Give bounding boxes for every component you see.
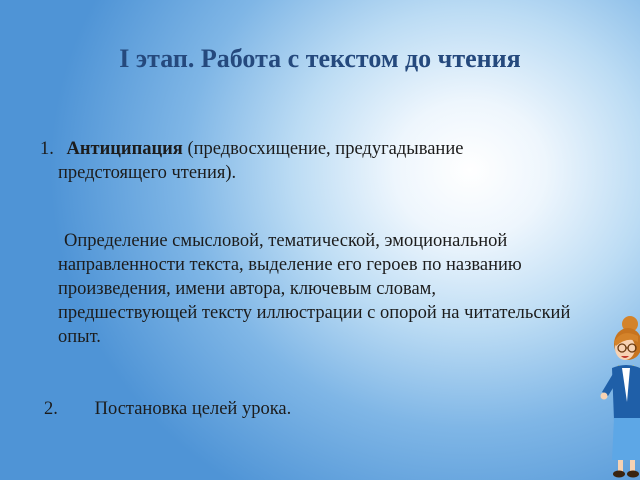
list-item-number: 1.	[40, 139, 54, 159]
list-item-goals	[44, 397, 291, 421]
item-text: (предвосхищение, предугадывание	[187, 139, 464, 159]
slide-title: I этап. Работа с текстом до чтения	[119, 44, 521, 73]
term-anticipation: Антиципация	[66, 139, 183, 159]
definition-paragraph: Определение смысловой, тематической, эмоциональной направленности текста, выделение его героев по названию произведения, имени автора, ключевым словам, предшествующей тексту иллюстрации с опорой на читательский опыт.	[58, 231, 571, 347]
item-text: Постановка целей урока.	[94, 399, 292, 419]
item-text-continued: предстоящего чтения).	[58, 163, 237, 183]
teacher-cartoon-icon	[600, 312, 640, 480]
list-item-number: 2.	[44, 399, 58, 419]
list-item-anticipation	[40, 137, 560, 185]
